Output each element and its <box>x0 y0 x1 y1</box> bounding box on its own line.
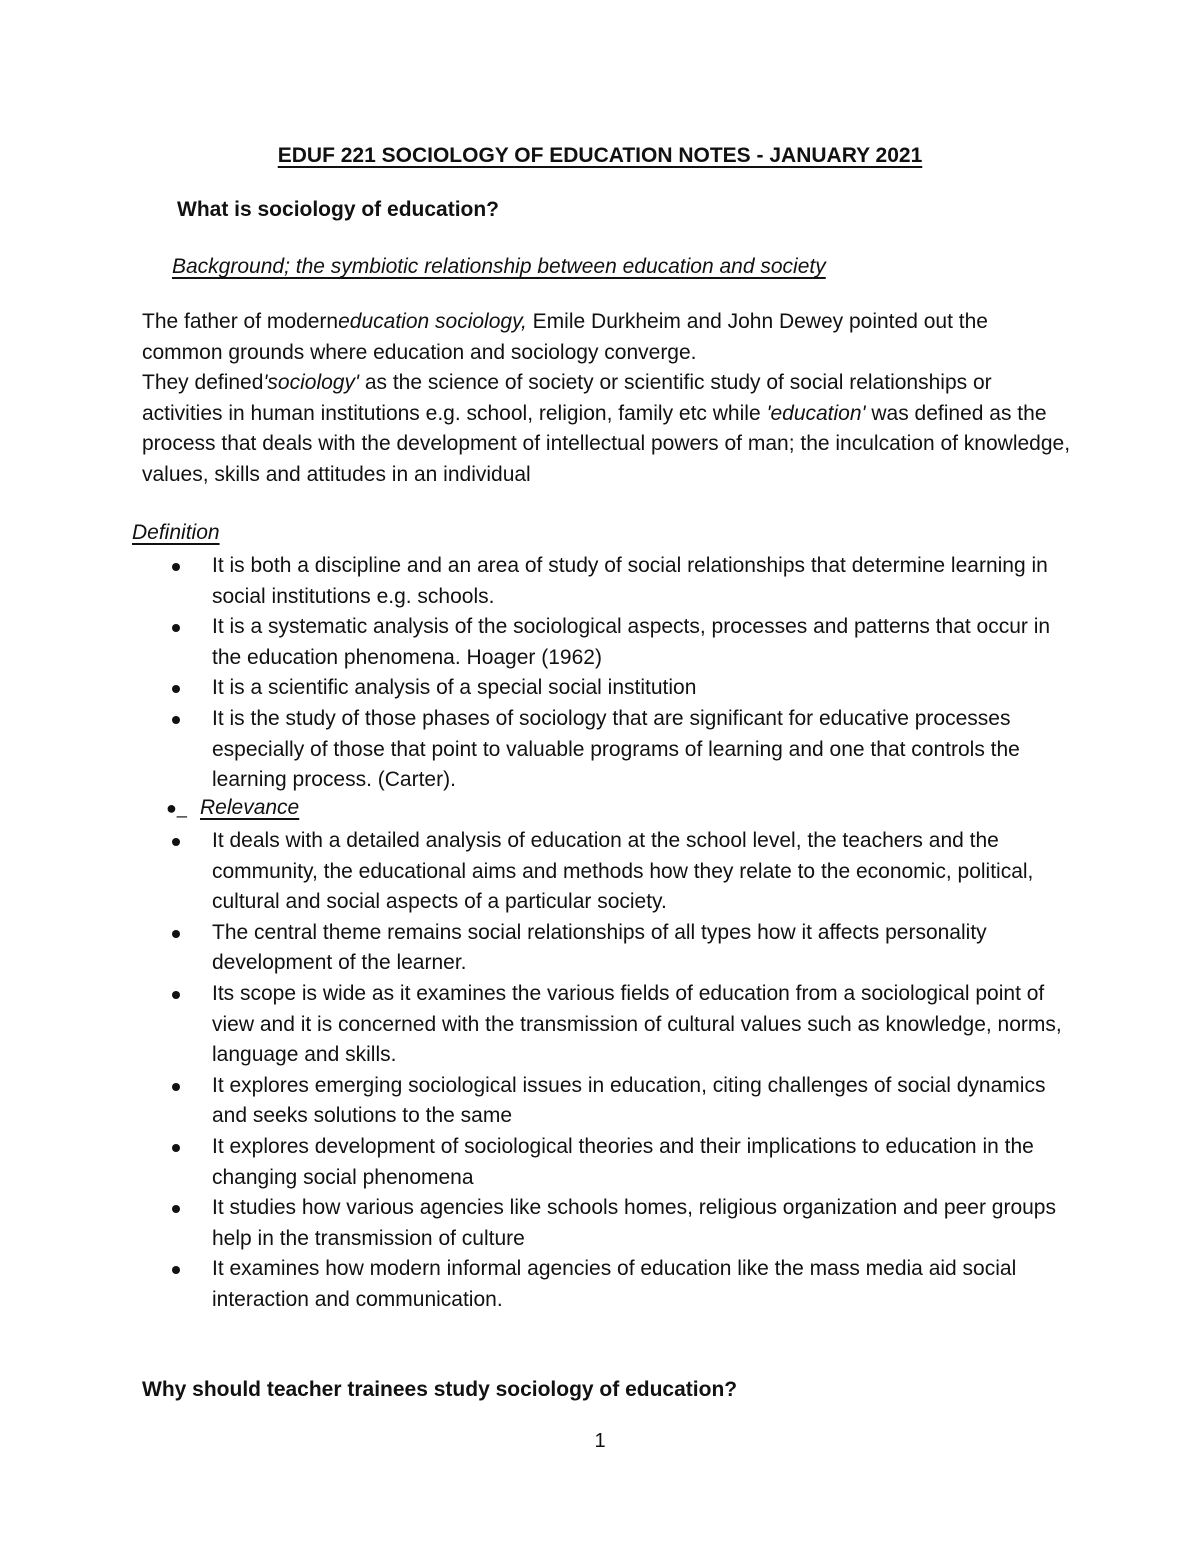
list-item-text: It studies how various agencies like schools homes, religious organization and peer groups help in the transmission of culture <box>212 1196 1056 1250</box>
bullet-icon <box>172 1083 180 1091</box>
intro-emphasis: 'sociology' <box>263 371 359 395</box>
list-item <box>0 826 1072 918</box>
intro-text: was defined as the process that deals with the development of intellectual powers of man; the inculcation of knowledge, values, skills and attitudes in an individual <box>142 401 1071 486</box>
question-heading-1: What is sociology of education? <box>177 198 500 221</box>
intro-text: They defined <box>142 371 264 395</box>
bullet-icon <box>172 991 180 999</box>
list-item-text: It deals with a detailed analysis of education at the school level, the teachers and the community, the educational aims and methods how they relate to the economic, political, cultural and social aspects of a particular society. <box>212 829 1034 914</box>
relevance-bullet-icon: ●_ <box>166 798 187 818</box>
relevance-label <box>200 796 299 820</box>
intro-text: as the science of society or scientific study of social relationships or activities in human institutions e.g. school, religion, family etc while <box>142 371 992 425</box>
list-item-text: Its scope is wide as it examines the various fields of education from a sociological point of view and it is concerned with the transmission of cultural values such as knowledge, norms, language and skills. <box>212 981 1062 1067</box>
list-item-text: It explores development of sociological theories and their implications to education in the changing social phenomena <box>212 1134 1034 1189</box>
list-item <box>0 1193 1072 1254</box>
bullet-icon <box>172 1144 180 1152</box>
page-number: 1 <box>594 1430 606 1452</box>
relevance-label-text: Relevance <box>200 796 300 819</box>
list-item-text: It is both a discipline and an area of study of social relationships that determine learning in social institutions e.g. schools. <box>212 554 1048 608</box>
definition-label-text: Definition <box>132 521 220 544</box>
intro-emphasis: education sociology, <box>338 310 527 333</box>
list-item <box>0 1254 1072 1315</box>
intro-text: Emile Durkheim and John Dewey pointed out the common grounds where education and sociology converge. <box>142 310 988 364</box>
intro-text: The father of modern <box>142 310 339 333</box>
intro-sentence-2 <box>142 368 1072 490</box>
list-item <box>0 551 1072 612</box>
definition-list <box>0 551 1072 796</box>
list-item <box>0 1132 1072 1193</box>
title-text: EDUF 221 SOCIOLOGY OF EDUCATION NOTES - JANUARY 2021 <box>277 144 923 167</box>
subheading-text: Background; the symbiotic relationship between education and society <box>172 255 826 278</box>
intro-emphasis: 'education' <box>766 401 866 425</box>
bullet-icon <box>172 1205 180 1213</box>
list-item-text: It is a systematic analysis of the sociological aspects, processes and patterns that occur in the education phenomena. Hoager (1962) <box>212 615 1051 669</box>
list-item <box>0 1071 1072 1132</box>
list-item <box>0 979 1072 1071</box>
bullet-icon <box>172 716 180 724</box>
document-title <box>0 144 1200 168</box>
intro-sentence-1 <box>142 307 1072 368</box>
bullet-icon <box>172 838 180 846</box>
intro-paragraph <box>142 307 1072 491</box>
bullet-icon <box>172 563 180 571</box>
list-item-text: The central theme remains social relationships of all types how it affects personality development of the learner. <box>212 920 987 975</box>
list-item-text: It examines how modern informal agencies of education like the mass media aid social interaction and communication. <box>212 1257 1017 1311</box>
list-item-text: It is a scientific analysis of a special social institution <box>212 676 697 700</box>
question-heading-2: Why should teacher trainees study sociology of education? <box>142 1378 738 1401</box>
bullet-icon <box>172 624 180 632</box>
definition-label <box>132 521 220 545</box>
background-subheading <box>172 255 826 279</box>
bullet-icon <box>172 1266 180 1274</box>
list-item <box>0 673 1072 704</box>
list-item-text: It explores emerging sociological issues in education, citing challenges of social dynamics and seeks solutions to the same <box>212 1073 1046 1128</box>
list-item-text: It is the study of those phases of sociology that are significant for educative processes especially of those that point to valuable programs of learning and one that controls the learning process. (Carter). <box>212 706 1020 792</box>
relevance-list <box>0 826 1072 1316</box>
list-item <box>0 918 1072 979</box>
bullet-icon <box>172 930 180 938</box>
list-item <box>0 612 1072 673</box>
list-item <box>0 704 1072 796</box>
bullet-icon <box>172 685 180 693</box>
